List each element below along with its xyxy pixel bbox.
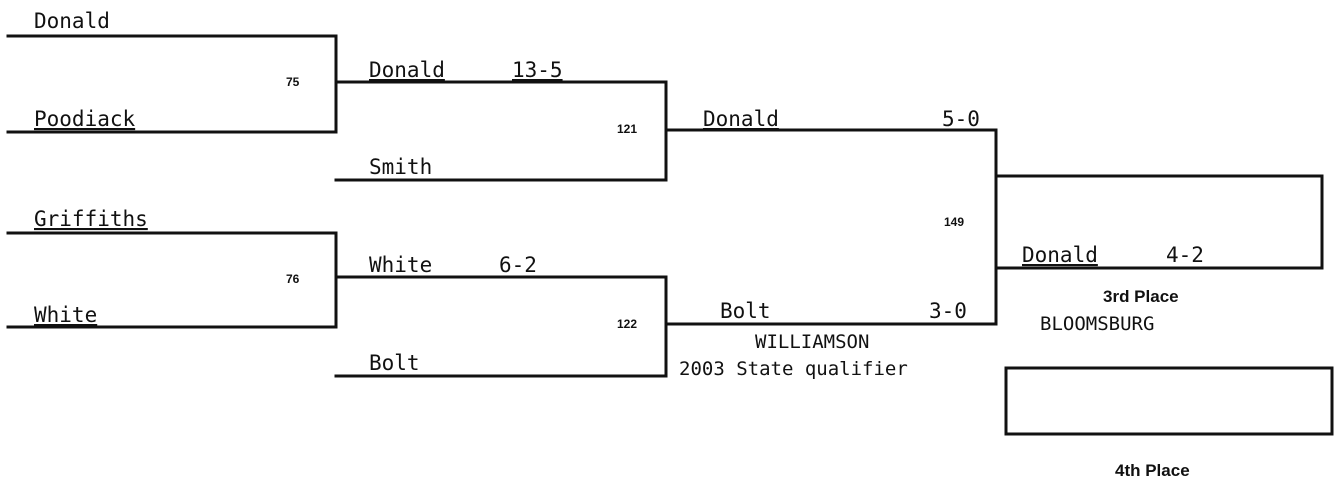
winner-name: Bolt	[720, 299, 771, 323]
entrant-name: Poodiack	[34, 107, 136, 131]
third-place-winner: Donald	[1022, 243, 1098, 267]
match-score: 4-2	[1166, 243, 1204, 267]
match-score: 13-5	[512, 58, 563, 82]
match-score: 5-0	[942, 107, 980, 131]
match-score: 6-2	[499, 253, 537, 277]
bout-number: 122	[617, 317, 638, 331]
fourth-place-box	[1006, 368, 1332, 434]
school-name: BLOOMSBURG	[1040, 313, 1155, 335]
entrant-name: Bolt	[369, 351, 420, 375]
entrant-name: White	[34, 303, 98, 327]
bout-number: 76	[286, 272, 300, 286]
winner-name: White	[369, 253, 433, 277]
entrant-name: Griffiths	[34, 207, 148, 231]
qualifier-note: 2003 State qualifier	[679, 358, 908, 380]
bout-number: 121	[617, 122, 638, 136]
bout-number: 149	[944, 215, 965, 229]
match-score: 3-0	[929, 299, 967, 323]
winner-name: Donald	[703, 107, 779, 131]
entrant-name: Smith	[369, 155, 433, 179]
bout-number: 75	[286, 75, 300, 89]
third-place-label: 3rd Place	[1103, 287, 1179, 306]
winner-name: Donald	[369, 58, 445, 82]
school-name: WILLIAMSON	[755, 331, 870, 353]
entrant-name: Donald	[34, 9, 110, 33]
fourth-place-label: 4th Place	[1115, 461, 1190, 480]
